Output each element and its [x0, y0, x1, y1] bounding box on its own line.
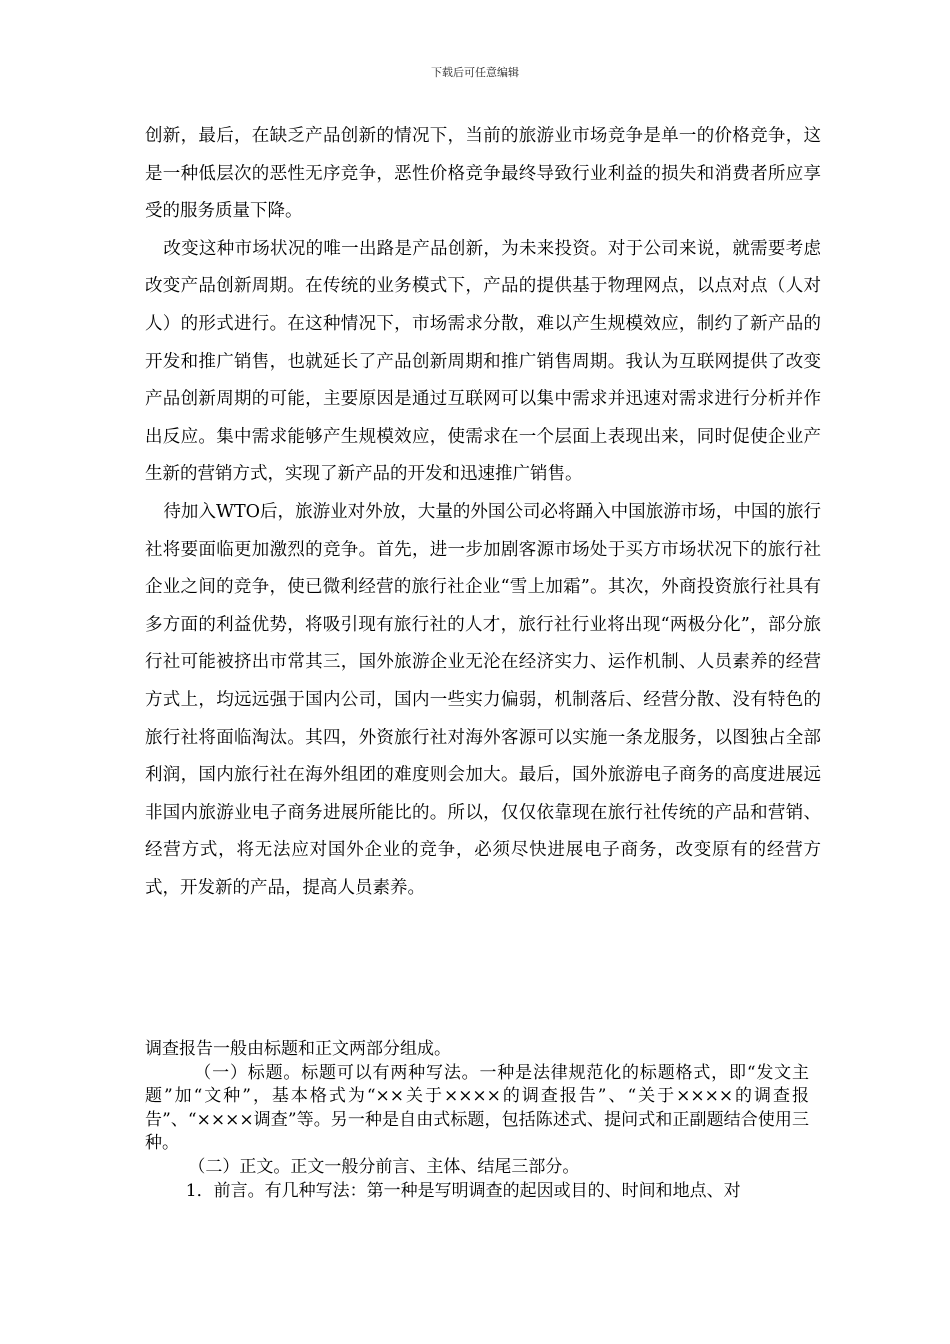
- body-paragraph-2: 改变这种市场状况的唯一出路是产品创新，为未来投资。对于公司来说，就需要考虑改变产品创新周期。在传统的业务模式下，产品的提供基于物理网点，以点对点（人对人）的形式进行。在这种情况下，市场需求分散，难以产生规模效应，制约了新产品的开发和推广销售，也就延长了产品创新周期和推广销售周期。我认为互联网提供了改变产品创新周期的可能，主要原因是通过互联网可以集中需求并迅速对需求进行分析并作出反应。集中需求能够产生规模效应，使需求在一个层面上表现出来，同时促使企业产生新的营销方式，实现了新产品的开发和迅速推广销售。: [145, 238, 821, 485]
- report-intro-line: 调查报告一般由标题和正文两部分组成。: [145, 1039, 451, 1059]
- page-header-note: 下载后可任意编辑: [431, 66, 519, 79]
- report-format-section: [145, 1038, 809, 1203]
- main-body: [145, 118, 821, 907]
- body-paragraph-1: 创新，最后，在缺乏产品创新的情况下，当前的旅游业市场竞争是单一的价格竞争，这是一种低层次的恶性无序竞争，恶性价格竞争最终导致行业利益的损失和消费者所应享受的服务质量下降。: [145, 126, 821, 222]
- report-preface-item: 1．前言。有几种写法：第一种是写明调查的起因或目的、时间和地点、对: [185, 1180, 741, 1201]
- report-title-item: （一）标题。标题可以有两种写法。一种是法律规范化的标题格式，即“发文主题”加“文种”，基本格式为“××关于××××的调查报告”、“关于××××的调查报告”、“××××调查”等。另一种是自由式标题，包括陈述式、提问式和正副题结合使用三种。: [145, 1062, 809, 1154]
- report-body-item: （二）正文。正文一般分前言、主体、结尾三部分。: [188, 1156, 580, 1177]
- body-paragraph-3: 待加入WTO后，旅游业对外放，大量的外国公司必将踊入中国旅游市场，中国的旅行社将要面临更加激烈的竞争。首先，进一步加剧客源市场处于买方市场状况下的旅行社企业之间的竞争，使已微利经营的旅行社企业“雪上加霜”。其次，外商投资旅行社具有多方面的利益优势，将吸引现有旅行社的人才，旅行社行业将出现“两极分化”，部分旅行社可能被挤出市常其三，国外旅游企业无沦在经济实力、运作机制、人员素养的经营方式上，均远远强于国内公司，国内一些实力偏弱，机制落后、经营分散、没有特色的旅行社将面临淘汰。其四，外资旅行社对海外客源可以实施一条龙服务，以图独占全部利润，国内旅行社在海外组团的难度则会加大。最后，国外旅游电子商务的高度进展远非国内旅游业电子商务进展所能比的。所以，仅仅依靠现在旅行社传统的产品和营销、经营方式，将无法应对国外企业的竞争，必须尽快进展电子商务，改变原有的经营方式，开发新的产品，提高人员素养。: [145, 501, 821, 898]
